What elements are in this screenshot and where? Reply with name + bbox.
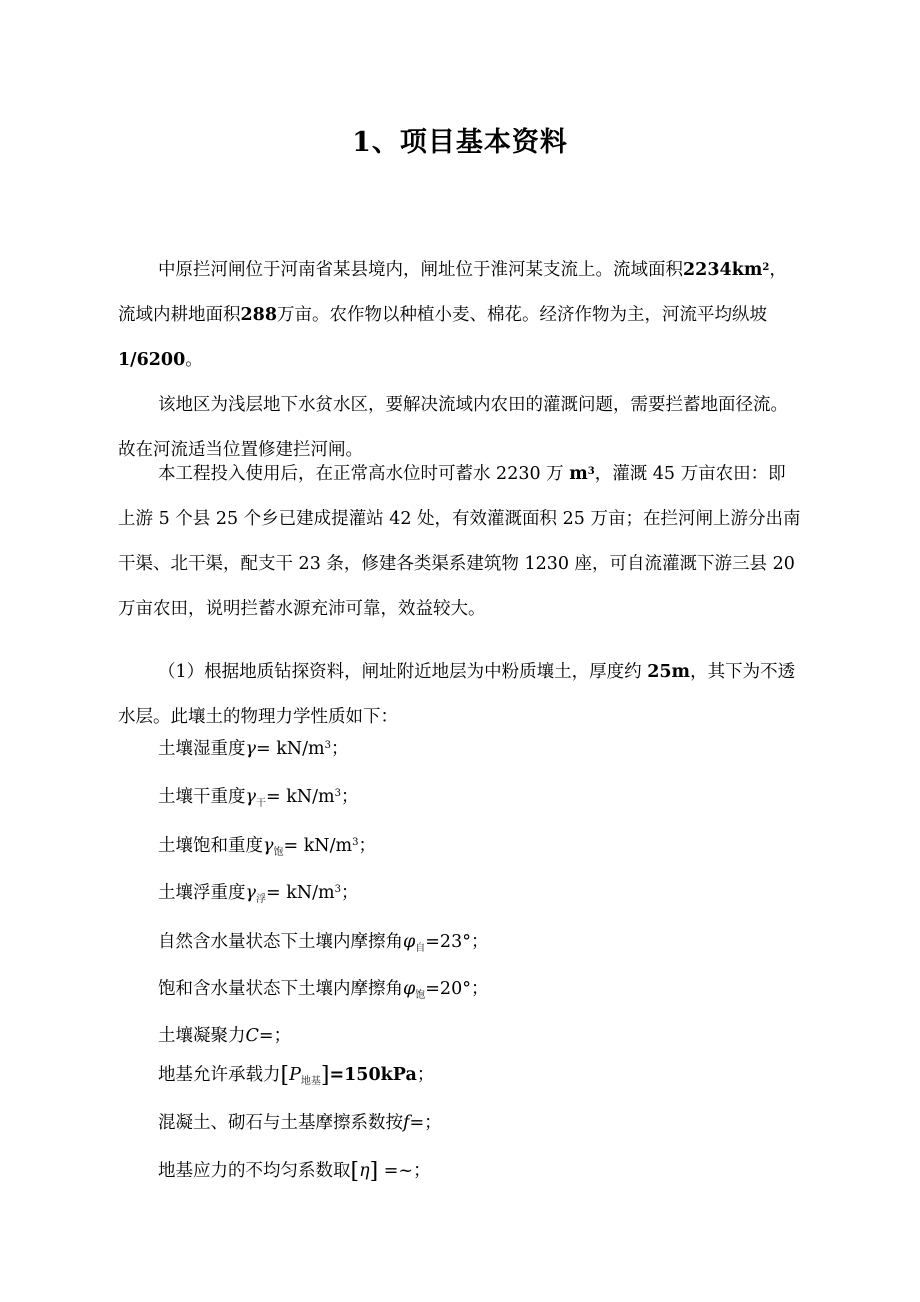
text-segment: 。 [185, 350, 203, 370]
text-segment: 万亩。农作物以种植小麦、棉花。经济作物为主，河流平均纵坡 [277, 305, 768, 325]
layer-thickness-value: 25m [647, 662, 691, 682]
eta-symbol: η [359, 1161, 370, 1181]
property-stress-nonuniformity: 地基应力的不均匀系数取[η] =~； [158, 1159, 431, 1184]
gamma-symbol: γ [245, 739, 256, 759]
p-symbol: P [289, 1065, 301, 1085]
property-saturated-friction-angle: 饱和含水量状态下土壤内摩擦角$\varphi_饱=20^\circ$； [158, 979, 489, 1001]
text-segment: ，流域内耕地面积 [118, 260, 787, 325]
gamma-symbol: γ [245, 883, 256, 903]
paragraph-basin-overview [118, 248, 802, 383]
page-title: 1、项目基本资料 [352, 127, 568, 158]
text-segment: ，其下为不透水层。此壤土的物理力学性质如下： [118, 662, 796, 727]
property-cohesion: 土壤凝聚力C=； [158, 1026, 292, 1046]
paragraph-geology [118, 650, 802, 740]
property-friction-coefficient: 混凝土、砌石与土基摩擦系数按f=； [158, 1113, 442, 1133]
property-saturated-unit-weight: 土壤饱和重度$\gamma_饱= kN/m^3$； [158, 836, 376, 858]
storage-unit: $m^3$ [569, 464, 595, 484]
text-segment: 本工程投入使用后，在正常高水位时可蓄水 2230 万 [158, 464, 570, 484]
gamma-symbol: γ [263, 836, 274, 856]
phi-symbol: φ [403, 979, 416, 999]
river-slope-value: 1/6200 [118, 350, 186, 370]
f-symbol: f [403, 1113, 410, 1133]
phi-symbol: φ [403, 932, 416, 952]
gamma-symbol: γ [245, 787, 256, 807]
property-bearing-capacity: 地基允许承载力$[P_{地基}]=150kPa$； [158, 1063, 435, 1088]
text-segment: 中原拦河闸位于河南省某县境内，闸址位于淮河某支流上。流域面积 [158, 260, 683, 280]
text-segment: （1）根据地质钻探资料，闸址附近地层为中粉质壤土，厚度约 [158, 662, 648, 682]
farmland-area-value: 288 [240, 305, 278, 325]
paragraph-project-benefits [118, 452, 802, 632]
c-symbol: C [245, 1026, 259, 1046]
property-natural-friction-angle: 自然含水量状态下土壤内摩擦角$\varphi_自=23^\circ$； [158, 932, 489, 954]
text-segment: ，灌溉 45 万亩农田：即上游 5 个县 25 个乡已建成提灌站 42 处，有效灌溉面积 25 万亩；在拦河闸上游分出南干渠、北干渠，配支干 23 条，修建各类渠系建筑物 1230 座，可自流灌溉下游三县 20 万亩农田，说明拦蓄水源充沛可靠，效益较大。 [118, 464, 801, 619]
basin-area-value: $2234km^2$ [683, 260, 770, 280]
property-dry-unit-weight: 土壤干重度$\gamma_干= kN/m^3$； [158, 787, 359, 809]
paragraph-groundwater: 该地区为浅层地下水贫水区，要解决流域内农田的灌溉问题，需要拦蓄地面径流。故在河流适当位置修建拦河闸。 [118, 395, 788, 460]
property-buoyant-unit-weight: 土壤浮重度$\gamma_浮= kN/m^3$； [158, 883, 359, 905]
property-wet-unit-weight: 土壤湿重度$\gamma= kN/m^3$； [158, 739, 349, 759]
